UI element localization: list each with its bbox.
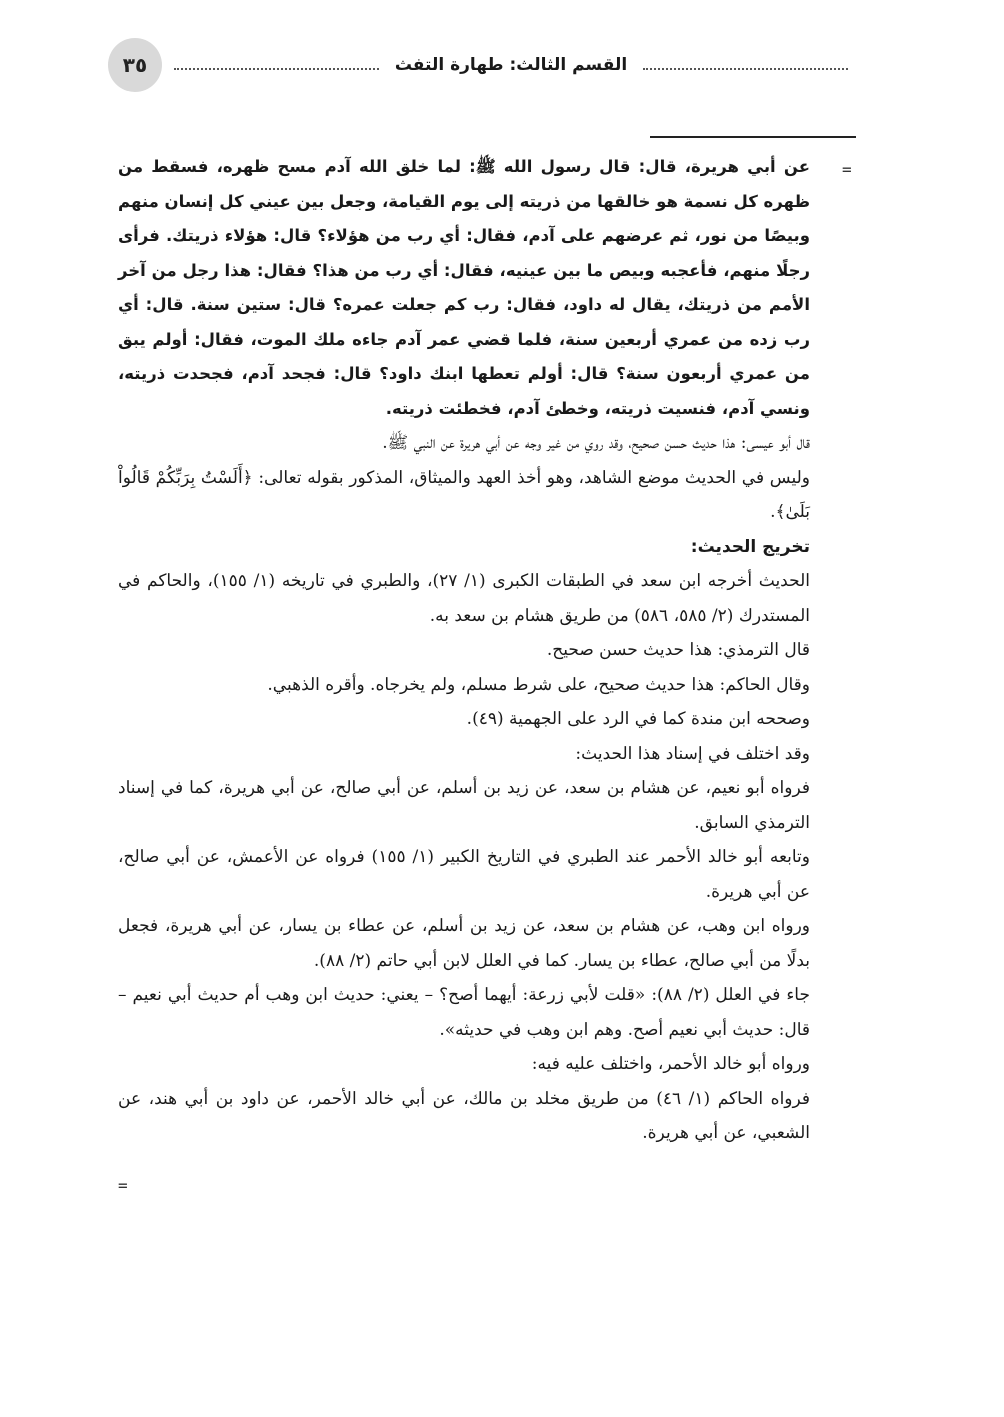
footnote-separator-rule — [650, 136, 856, 138]
verse-paragraph: وليس في الحديث موضع الشاهد، وهو أخذ العهد والميثاق، المذكور بقوله تعالى: ﴿أَلَسْتُ بِرَبِّكُمْ قَالُواْ بَلَىٰ﴾. — [118, 467, 810, 522]
takhrij-heading: تخريج الحديث: — [690, 536, 810, 557]
hadith-text: عن أبي هريرة، قال: قال رسول الله ﷺ: لما خلق الله آدم مسح ظهره، فسقط من ظهره كل نسمة هو خالقها من ذريته إلى يوم القيامة، وجعل بين عيني كل إنسان منهم وبيصًا من نور، ثم عرضهم على آدم، فقال: أي رب من هؤلاء؟ قال: هؤلاء ذريتك. فرأى رجلًا منهم، فأعجبه وبيص ما بين عينيه، فقال: أي رب من هذا؟ فقال: هذا رجل من آخر الأمم من ذريتك، يقال له داود، فقال: رب كم جعلت عمره؟ قال: ستين سنة. قال: أي رب زده من عمري أربعين سنة، فلما قضي عمر آدم جاءه ملك الموت، فقال: أولم يبق من عمري أربعون سنة؟ قال: أولم تعطها ابنك داود؟ قال: فجحد آدم، فجحدت ذريته، ونسي آدم، فنسيت ذريته، وخطئ آدم، فخطئت ذريته. — [118, 157, 810, 418]
running-head — [174, 50, 848, 80]
section-title: القسم الثالث: طهارة التفث — [394, 55, 628, 75]
leader-dots-left — [174, 68, 379, 70]
takhrij-paragraph: الحديث أخرجه ابن سعد في الطبقات الكبرى (١/ ٢٧)، والطبري في تاريخه (١/ ١٥٥)، والحاكم في المستدرك (٢/ ٥٨٥، ٥٨٦) من طريق هشام بن سعد به. — [118, 571, 810, 626]
ilal-paragraph: جاء في العلل (٢/ ٨٨): «قلت لأبي زرعة: أيهما أصح؟ – يعني: حديث ابن وهب أم حديث أبي نعيم – قال: حديث أبي نعيم أصح. وهم ابن وهب في حديثه». — [118, 985, 810, 1040]
page-header — [108, 38, 848, 98]
page-body — [118, 150, 810, 1151]
continuation-mark-bottom: = — [118, 1176, 128, 1195]
ikhtalaf-paragraph: وقد اختلف في إسناد هذا الحديث: — [575, 743, 810, 764]
tirmidhi-paragraph: قال الترمذي: هذا حديث حسن صحيح. — [546, 640, 810, 660]
abu-isa-paragraph: قال أبو عيسى: هذا حديث حسن صحيح، وقد روي من غير وجه عن أبي هريرة عن النبي ﷺ. — [382, 433, 810, 453]
leader-dots-right — [643, 68, 848, 70]
hakim-paragraph: وقال الحاكم: هذا حديث صحيح، على شرط مسلم، ولم يخرجاه. وأقره الذهبي. — [267, 674, 810, 695]
page-number-badge: ٣٥ — [108, 38, 162, 92]
hakim2-paragraph: فرواه الحاكم (١/ ٤٦) من طريق مخلد بن مالك، عن أبي خالد الأحمر، عن داود بن أبي هند، عن الشعبي، عن أبي هريرة. — [118, 1088, 811, 1143]
mandah-paragraph: وصححه ابن مندة كما في الرد على الجهمية (٤٩). — [466, 709, 810, 729]
tabaahu-paragraph: وتابعه أبو خالد الأحمر عند الطبري في التاريخ الكبير (١/ ١٥٥) فرواه عن الأعمش، عن أبي صالح، عن أبي هريرة. — [118, 847, 810, 902]
abu-khalid-paragraph: ورواه أبو خالد الأحمر، واختلف عليه فيه: — [531, 1054, 810, 1074]
ibn-wahb-paragraph: ورواه ابن وهب، عن هشام بن سعد، عن زيد بن أسلم، عن عطاء بن يسار، عن أبي هريرة، فجعل بدلًا من أبي صالح، عطاء بن يسار. كما في العلل لابن أبي حاتم (٢/ ٨٨). — [118, 916, 810, 971]
continuation-mark-top: = — [842, 160, 852, 179]
abu-nuaym-paragraph: فرواه أبو نعيم، عن هشام بن سعد، عن زيد بن أسلم، عن أبي صالح، عن أبي هريرة، كما في إسناد الترمذي السابق. — [118, 778, 810, 833]
